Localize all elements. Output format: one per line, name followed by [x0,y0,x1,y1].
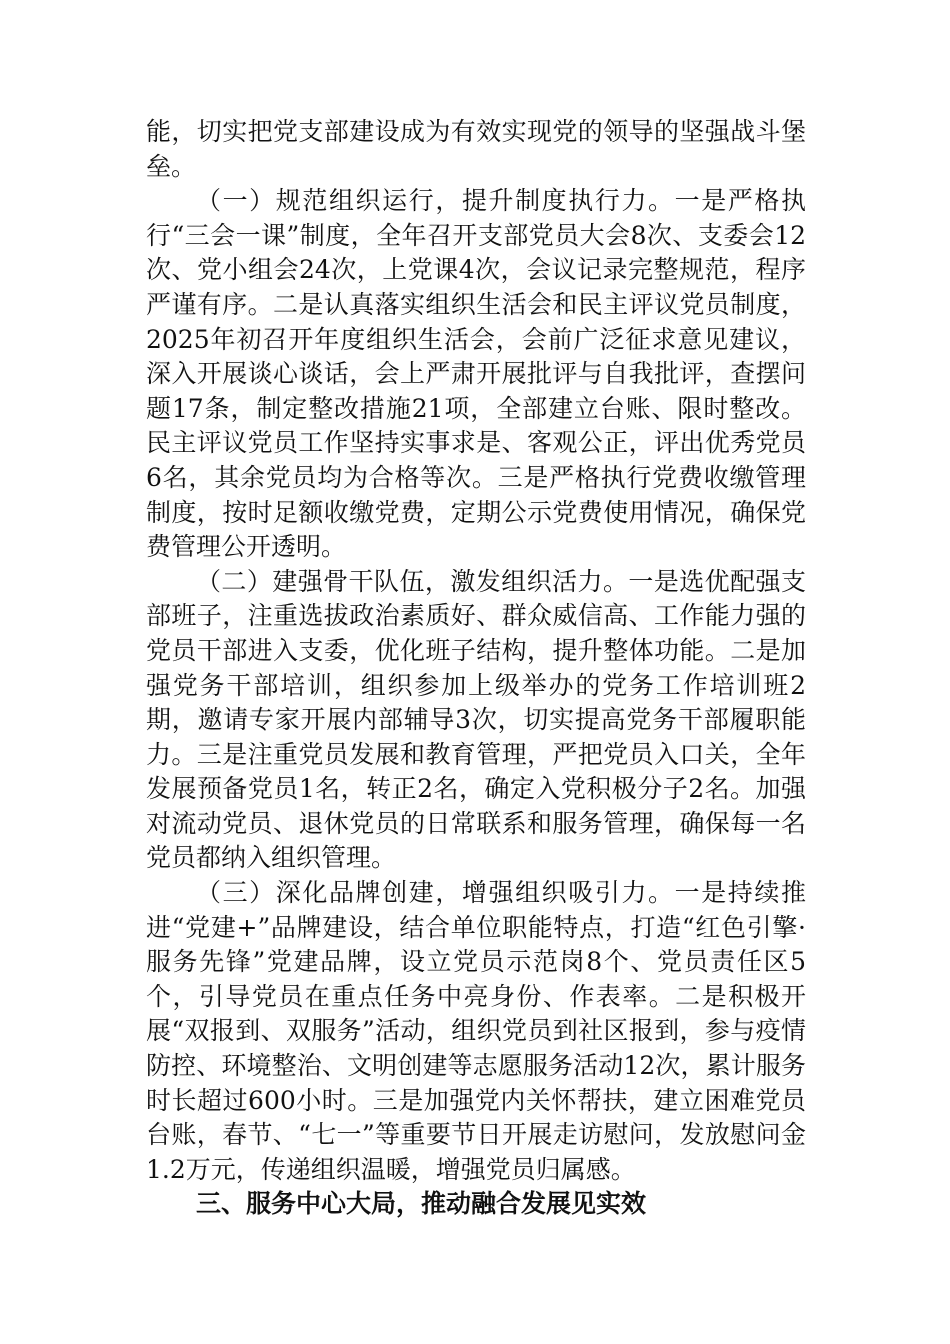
paragraph-continuation: 能，切实把党支部建设成为有效实现党的领导的坚强战斗堡垒。 [146,117,806,181]
paragraph-subsection-1: （一）规范组织运行，提升制度执行力。一是严格执行“三会一课”制度，全年召开支部党员大会8次、支委会12次、党小组会24次，上党课4次，会议记录完整规范，程序严谨有序。二是认真落实组织生活会和民主评议党员制度，2025年初召开年度组织生活会，会前广泛征求意见建议，深入开展谈心谈话，会上严肃开展批评与自我批评，查摆问题17条，制定整改措施21项，全部建立台账、限时整改。民主评议党员工作坚持实事求是、客观公正，评出优秀党员6名，其余党员均为合格等次。三是严格执行党费收缴管理制度，按时足额收缴党费，定期公示党费使用情况，确保党费管理公开透明。 [146,186,806,562]
document-body [146,115,806,1222]
paragraph-subsection-3: （三）深化品牌创建，增强组织吸引力。一是持续推进“党建+”品牌建设，结合单位职能特点，打造“红色引擎·服务先锋”党建品牌，设立党员示范岗8个、党员责任区5个，引导党员在重点任务中亮身份、作表率。二是积极开展“双报到、双服务”活动，组织党员到社区报到，参与疫情防控、环境整治、文明创建等志愿服务活动12次，累计服务时长超过600小时。三是加强党内关怀帮扶，建立困难党员台账，春节、“七一”等重要节日开展走访慰问，发放慰问金1.2万元，传递组织温暖，增强党员归属感。 [146,878,806,1184]
paragraph-subsection-2: （二）建强骨干队伍，激发组织活力。一是选优配强支部班子，注重选拔政治素质好、群众威信高、工作能力强的党员干部进入支委，优化班子结构，提升整体功能。二是加强党务干部培训，组织参加上级举办的党务工作培训班2期，邀请专家开展内部辅导3次，切实提高党务干部履职能力。三是注重党员发展和教育管理，严把党员入口关，全年发展预备党员1名，转正2名，确定入党积极分子2名。加强对流动党员、退休党员的日常联系和服务管理，确保每一名党员都纳入组织管理。 [146,566,806,873]
section-heading: 三、服务中心大局，推动融合发展见实效 [196,1189,647,1219]
